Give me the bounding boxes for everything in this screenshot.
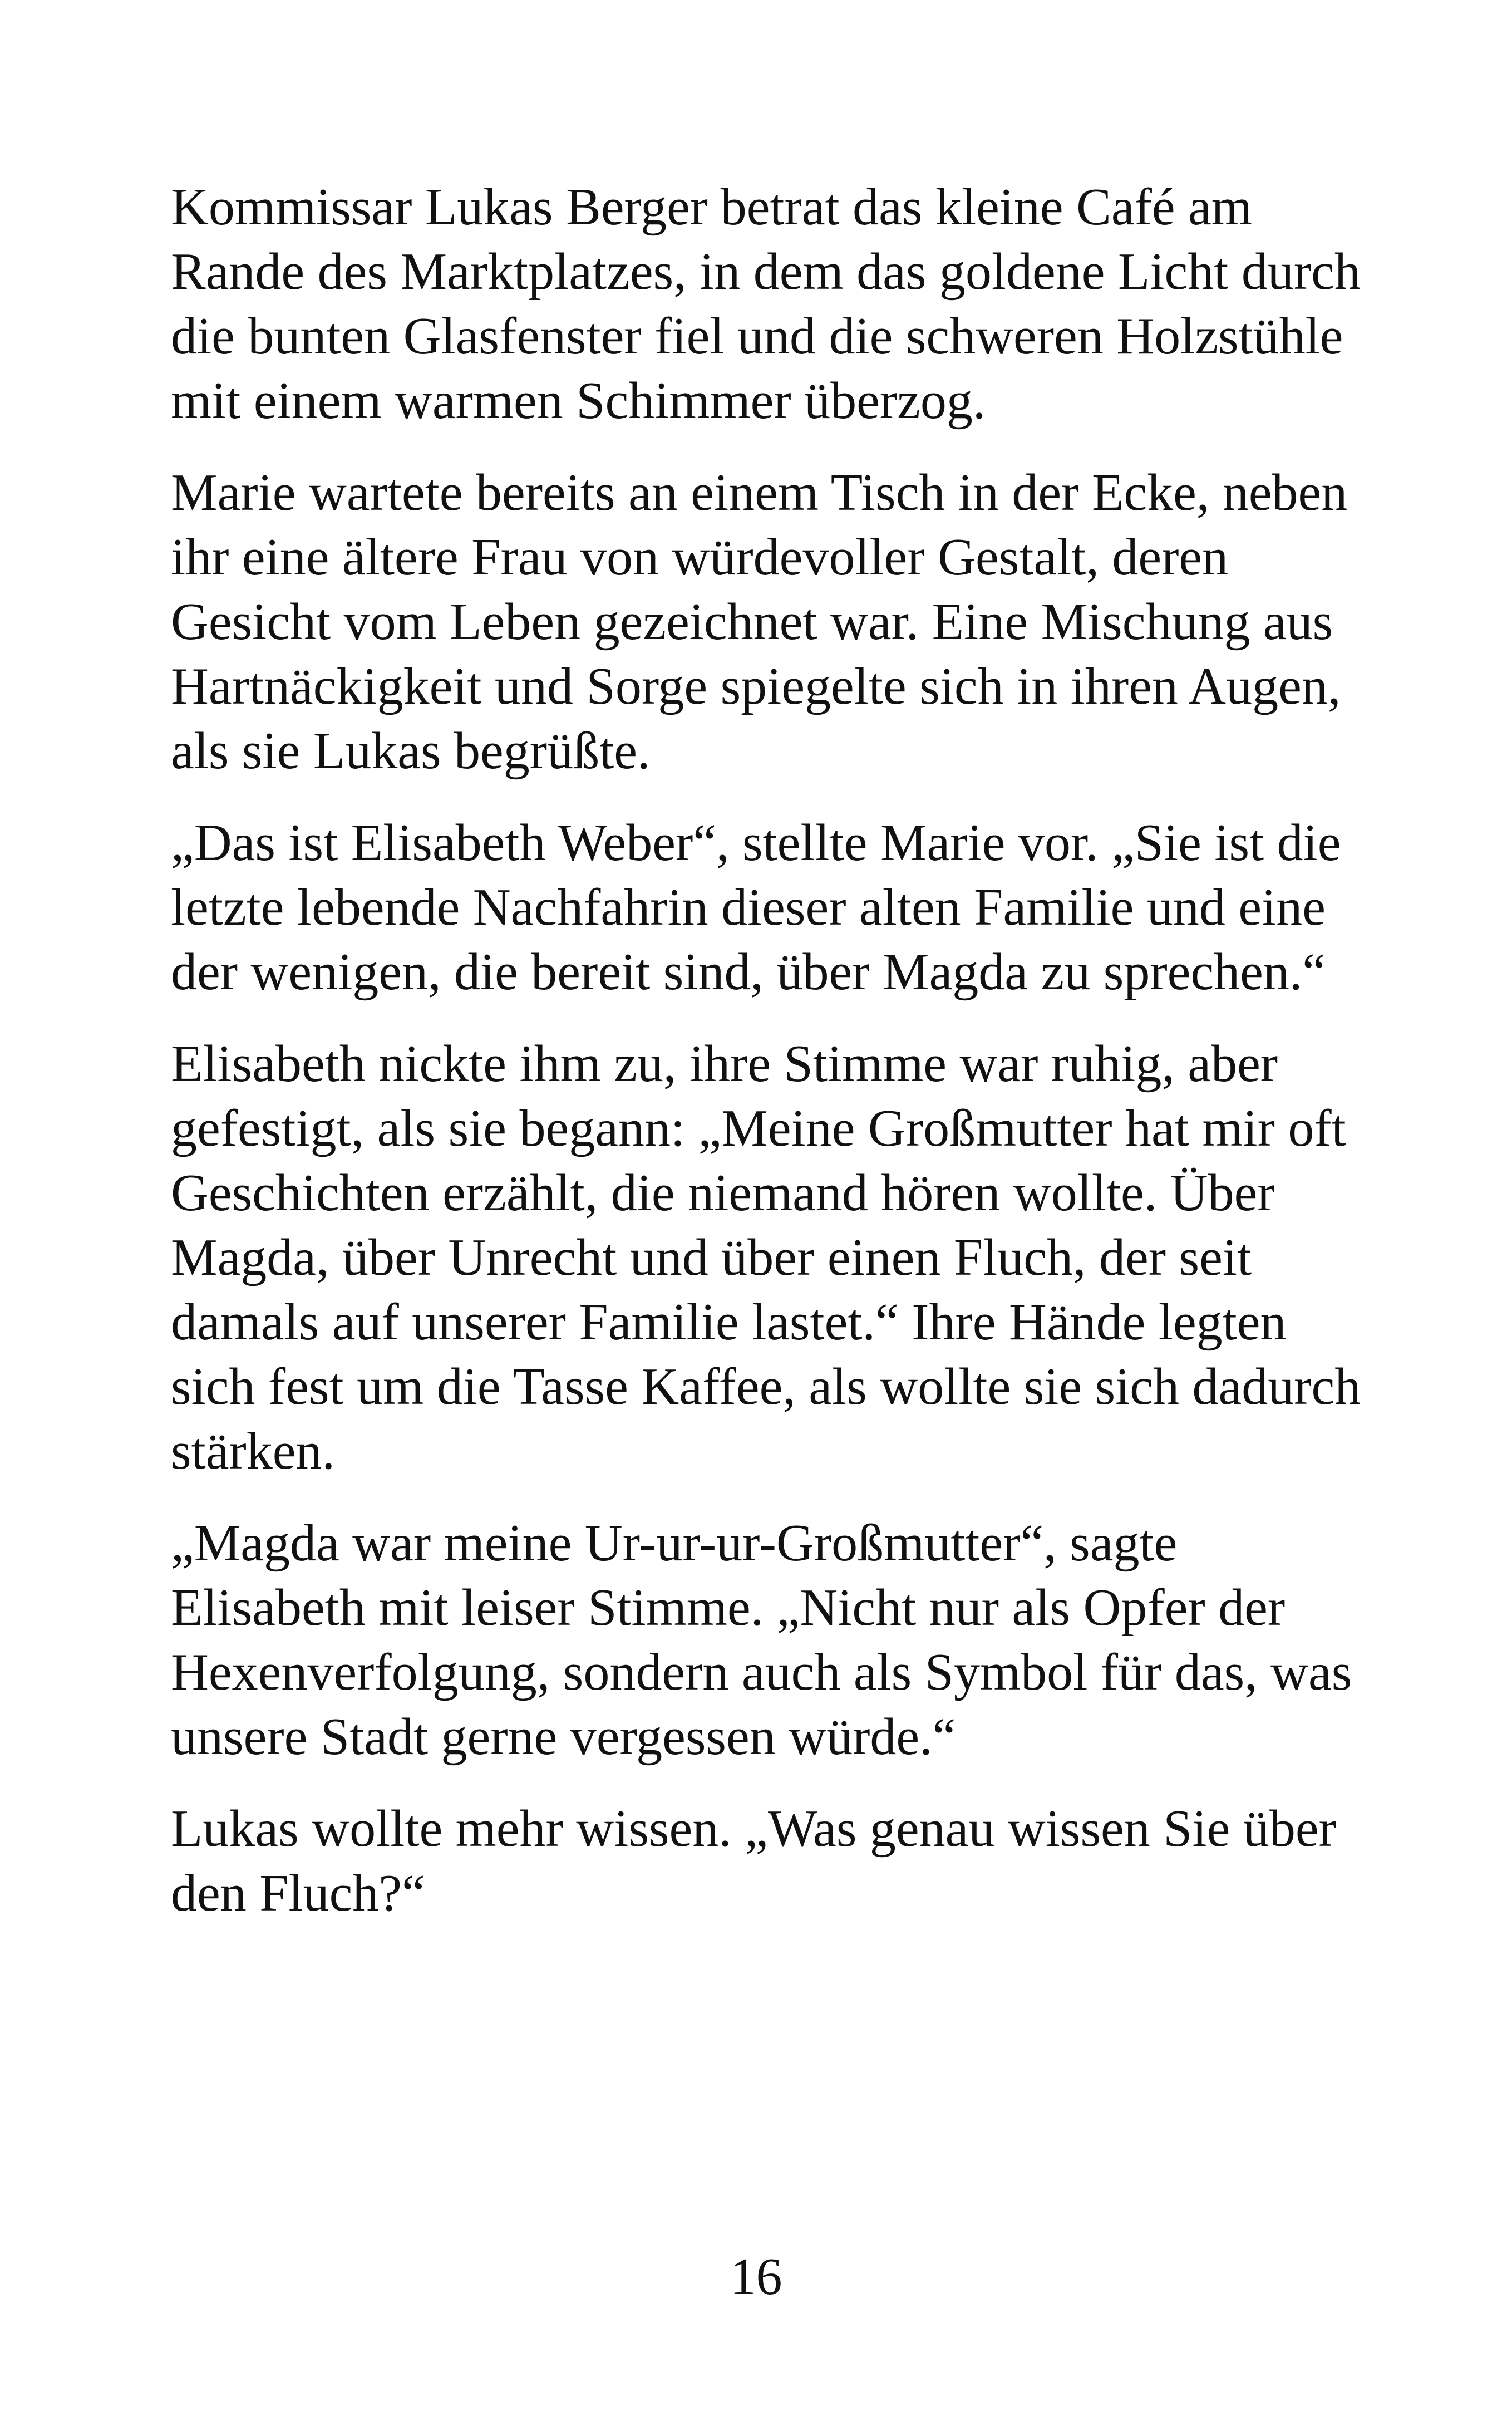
paragraph-1: Kommissar Lukas Berger betrat das kleine Café am Rande des Marktplatzes, in dem das goldene Licht durch die bunten Glasfenster fiel und die schweren Holzstühle mit einem warmen Schimmer überzog. xyxy=(171,178,1361,430)
paragraph-6: Lukas wollte mehr wissen. „Was genau wissen Sie über den Fluch?“ xyxy=(171,1800,1336,1922)
paragraph-3: „Das ist Elisabeth Weber“, stellte Marie vor. „Sie ist die letzte lebende Nachfahrin dieser alten Familie und eine der wenigen, die bereit sind, über Magda zu sprechen.“ xyxy=(171,814,1341,1001)
paragraph-5: „Magda war meine Ur-ur-ur-Großmutter“, sagte Elisabeth mit leiser Stimme. „Nicht nur als Opfer der Hexenverfolgung, sondern auch als Symbol für das, was unsere Stadt gerne vergessen würde.“ xyxy=(171,1514,1352,1766)
page-number: 16 xyxy=(730,2248,782,2306)
page-body-text xyxy=(171,175,1373,1953)
paragraph-4: Elisabeth nickte ihm zu, ihre Stimme war ruhig, aber gefestigt, als sie begann: „Meine Großmutter hat mir oft Geschichten erzählt, die niemand hören wollte. Über Magda, über Unrecht und über einen Fluch, der seit damals auf unserer Familie lastet.“ Ihre Hände legten sich fest um die Tasse Kaffee, als wollte sie sich dadurch stärken. xyxy=(171,1035,1361,1480)
paragraph-2: Marie wartete bereits an einem Tisch in der Ecke, neben ihr eine ältere Frau von würdevoller Gestalt, deren Gesicht vom Leben gezeichnet war. Eine Mischung aus Hartnäckigkeit und Sorge spiegelte sich in ihren Augen, als sie Lukas begrüßte. xyxy=(171,464,1348,780)
